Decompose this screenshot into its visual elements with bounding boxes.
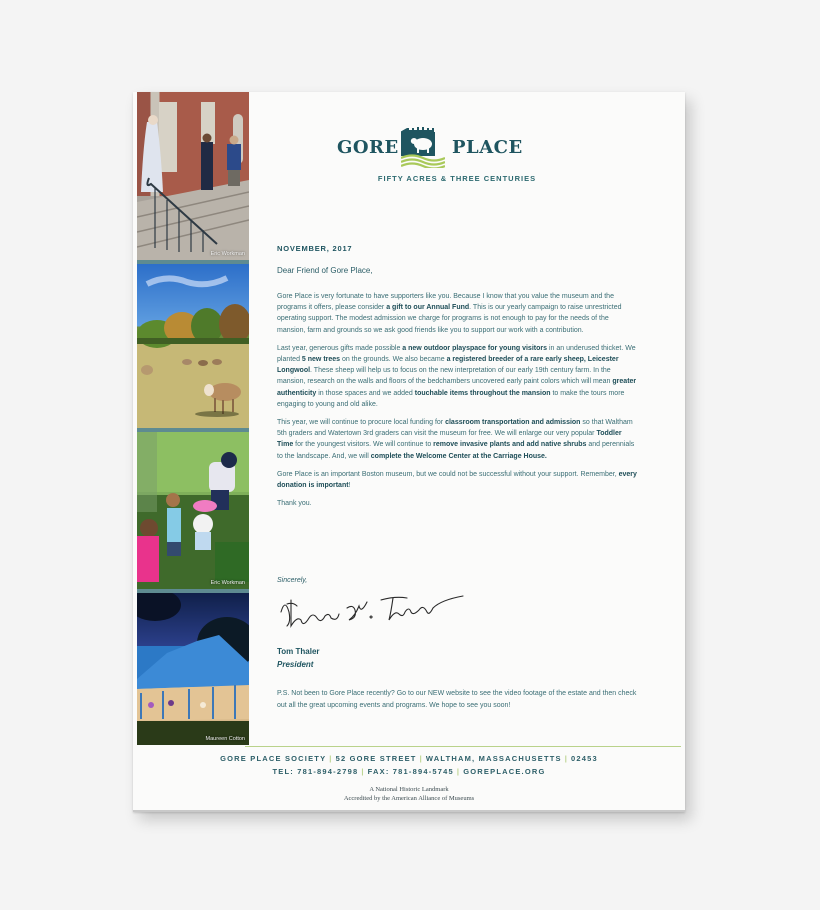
photo-credit: Eric Workman bbox=[210, 251, 245, 257]
mansion-sheep-icon bbox=[401, 126, 445, 168]
closing: Sincerely, bbox=[277, 577, 308, 584]
postscript: P.S. Not been to Gore Place recently? Go to our NEW website to see the video footage of the estate and then check out all the great upcoming events and programs. We hope to see you soon! bbox=[277, 690, 637, 709]
separator: | bbox=[329, 754, 333, 763]
garden-illustration bbox=[137, 432, 249, 589]
letter-paragraph: Gore Place is very fortunate to have supporters like you. Because I know that you value the museum and the programs it offers, please consider a gift to our Annual Fund. This is our yearly campaign to raise unrestricted operating support. The modest admission we charge for programs is not enough to pay for the needs of the mansion, farm and grounds so we ask good friends like you to support our work with a contribution. bbox=[277, 293, 622, 334]
footer-contact-item: GOREPLACE.ORG bbox=[463, 767, 546, 776]
sheep-field-illustration bbox=[137, 264, 249, 428]
emphasis-text: a new outdoor playspace for young visitors bbox=[402, 344, 547, 352]
emphasis-text: 5 new trees bbox=[301, 356, 341, 364]
letter-page bbox=[133, 92, 685, 812]
footer-address-line bbox=[133, 754, 685, 763]
footer-landmark-note: A National Historic Landmark bbox=[369, 786, 449, 793]
letter-body bbox=[277, 291, 637, 516]
photo-credit: Eric Workman bbox=[210, 580, 245, 586]
photo-event-tent bbox=[137, 593, 249, 745]
emphasis-text: complete the Welcome Center at the Carriage House. bbox=[370, 452, 547, 460]
emphasis-text: greater authenticity bbox=[277, 378, 637, 397]
emphasis-text: Toddler Time bbox=[277, 430, 622, 449]
letter-paragraph: This year, we will continue to procure local funding for classroom transportation and admission so that Waltham 5th graders and Watertown 3rd graders can visit the museum for free. We will enlarge our very popular Toddler Time for the youngest visitors. We will continue to remove invasive plants and add native shrubs and perennials to the landscape. And, we will complete the Welcome Center at the Carriage House. bbox=[277, 419, 635, 460]
logo-word-gore: GORE bbox=[337, 137, 399, 158]
logo-tagline: FIFTY ACRES & THREE CENTURIES bbox=[377, 174, 537, 183]
separator: | bbox=[361, 767, 365, 776]
photo-mansion-steps bbox=[137, 92, 249, 260]
emphasis-text: classroom transportation and admission bbox=[445, 419, 581, 427]
photo-credit: Maureen Cotton bbox=[205, 736, 245, 742]
emphasis-text: every donation is important bbox=[277, 470, 637, 490]
signature bbox=[277, 590, 477, 630]
emphasis-text: a registered breeder of a rare early sheep, Leicester Longwool bbox=[277, 356, 619, 375]
photo-sheep-field bbox=[137, 264, 249, 428]
footer-address-item: 02453 bbox=[571, 754, 598, 763]
emphasis-text: remove invasive plants and add native shrubs bbox=[433, 441, 587, 449]
footer-contact-item: FAX: 781-894-5745 bbox=[367, 767, 454, 776]
footer-address-item: WALTHAM, MASSACHUSETTS bbox=[425, 754, 562, 763]
logo-word-place: PLACE bbox=[452, 137, 523, 158]
footer-contact-line bbox=[133, 767, 685, 776]
photo-strip bbox=[137, 92, 249, 747]
letter-paragraph: Thank you. bbox=[277, 500, 312, 508]
signer-title: President bbox=[277, 660, 314, 669]
gore-place-logo bbox=[337, 122, 577, 182]
emphasis-text: a gift to our Annual Fund bbox=[386, 304, 470, 312]
separator: | bbox=[456, 767, 461, 776]
tent-illustration bbox=[137, 593, 249, 745]
separator: | bbox=[564, 754, 569, 763]
emphasis-text: touchable items throughout the mansion bbox=[414, 389, 551, 397]
footer-contact-item: TEL: 781-894-2798 bbox=[272, 767, 359, 776]
footer-address-item: GORE PLACE SOCIETY bbox=[220, 754, 327, 763]
separator: | bbox=[419, 754, 423, 763]
salutation: Dear Friend of Gore Place, bbox=[277, 266, 373, 275]
footer-divider bbox=[245, 746, 681, 747]
letter-paragraph: Last year, generous gifts made possible a new outdoor playspace for young visitors in an underused thicket. We planted 5 new trees on the grounds. We also became a registered breeder of a rare early sheep, Leicester Longwool. These sheep will help us to focus on the new interpretation of our early 19th century farm. In the mansion, research on the walls and floors of the bedchambers uncovered early paint colors which will mean greater authenticity in those spaces and we added touchable items throughout the mansion to make the tours more engaging to young and old alike. bbox=[277, 344, 637, 408]
letter-footer bbox=[133, 752, 685, 803]
letter-date: NOVEMBER, 2017 bbox=[277, 244, 353, 253]
mansion-steps-illustration bbox=[137, 92, 249, 260]
footer-address-item: 52 GORE STREET bbox=[335, 754, 417, 763]
signer-name: Tom Thaler bbox=[277, 647, 320, 656]
footer-accreditation-note: Accredited by the American Alliance of Museums bbox=[343, 795, 475, 802]
photo-children-garden bbox=[137, 432, 249, 589]
letter-paragraph: Gore Place is an important Boston museum, but we could not be successful without your support. Remember, every donation is important! bbox=[277, 470, 637, 490]
